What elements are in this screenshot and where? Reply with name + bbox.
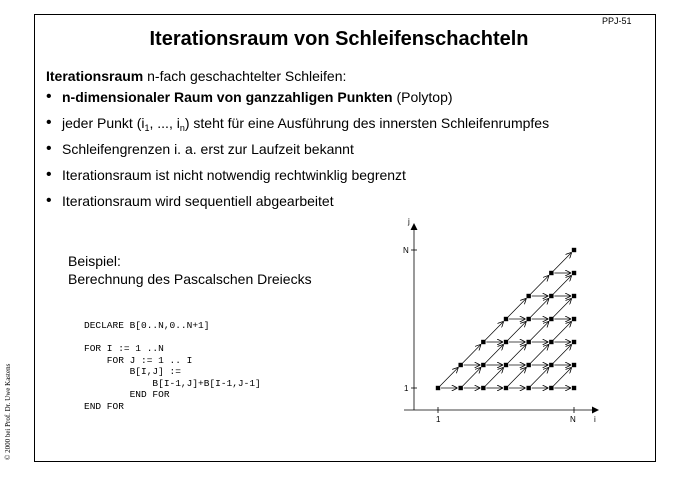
dependence-arrow <box>553 345 571 363</box>
iteration-point <box>526 294 530 298</box>
dependence-arrow <box>508 368 526 386</box>
dependence-arrow <box>531 368 549 386</box>
page-title: Iterationsraum von Schleifenschachteln <box>149 28 529 50</box>
dependence-arrow <box>553 368 571 386</box>
iteration-point <box>572 386 576 390</box>
bullet-text: Iterationsraum wird sequentiell abgearbeitet <box>62 193 334 209</box>
dependence-arrow <box>508 299 526 317</box>
iteration-point <box>526 317 530 321</box>
dependence-arrow <box>508 345 526 363</box>
bullet-text: jeder Punkt (i <box>62 115 145 131</box>
subscript: n <box>179 123 185 133</box>
iteration-point <box>481 363 485 367</box>
y-axis-label: j <box>408 217 410 226</box>
bullet-item <box>46 140 549 166</box>
dependence-arrow <box>553 322 571 340</box>
dependence-arrow <box>531 345 549 363</box>
iteration-point <box>549 271 553 275</box>
x-axis-label: i <box>594 415 596 424</box>
dependence-arrow <box>531 299 549 317</box>
bullet-bold: n-dimensionaler Raum von ganzzahligen Punkten <box>62 89 393 105</box>
iteration-point <box>526 363 530 367</box>
dependence-arrow <box>553 276 571 294</box>
y-tick-label-n: N <box>403 246 409 255</box>
iteration-point <box>572 248 576 252</box>
iteration-point <box>549 317 553 321</box>
iteration-point <box>481 386 485 390</box>
iteration-point <box>526 340 530 344</box>
example-caption <box>68 252 312 288</box>
intro-bold: Iterationsraum <box>46 68 144 84</box>
bullet-rest: (Polytop) <box>392 89 453 105</box>
iteration-point <box>504 386 508 390</box>
bullet-text: , ..., i <box>149 115 180 131</box>
dependence-arrow <box>463 368 481 386</box>
x-tick-label-n: N <box>570 415 576 424</box>
dependence-arrow <box>553 253 571 271</box>
iteration-grid <box>436 248 576 390</box>
bullet-text: Iterationsraum ist nicht notwendig rechtwinklig begrenzt <box>62 167 406 183</box>
dependence-arrow <box>485 368 503 386</box>
dependence-arrow <box>440 368 458 386</box>
bullet-text: ) steht für eine Ausführung des innersten Schleifenrumpfes <box>184 115 550 131</box>
dependence-arrow <box>553 299 571 317</box>
intro-line <box>46 68 346 84</box>
dependence-arrow <box>485 345 503 363</box>
iteration-point <box>572 294 576 298</box>
dependence-arrow <box>485 322 503 340</box>
iteration-point <box>526 386 530 390</box>
example-description: Berechnung des Pascalschen Dreiecks <box>68 271 312 287</box>
iteration-point <box>572 363 576 367</box>
iteration-point <box>572 340 576 344</box>
iteration-point <box>458 386 462 390</box>
bullet-text: Schleifengrenzen i. a. erst zur Laufzeit bekannt <box>62 141 354 157</box>
dependence-arrow <box>531 276 549 294</box>
bullet-item <box>46 88 549 114</box>
dependence-arrow <box>531 322 549 340</box>
iteration-point <box>549 363 553 367</box>
subscript: 1 <box>144 123 150 133</box>
bullet-item <box>46 166 549 192</box>
iteration-point <box>436 386 440 390</box>
iteration-point <box>504 363 508 367</box>
y-tick-label-1: 1 <box>404 384 409 393</box>
bullet-list <box>46 88 549 218</box>
x-tick-label-1: 1 <box>436 415 441 424</box>
iteration-space-diagram <box>386 214 606 434</box>
iteration-point <box>549 340 553 344</box>
iteration-point <box>481 340 485 344</box>
iteration-point <box>549 294 553 298</box>
dependence-arrow <box>508 322 526 340</box>
bullet-item <box>46 114 549 140</box>
code-block: DECLARE B[0..N,0..N+1] FOR I := 1 ..N FOR J := 1 .. I B[I,J] := B[I-1,J]+B[I-1,J-1] END FOR END FOR <box>84 320 261 412</box>
iteration-point <box>504 317 508 321</box>
example-label: Beispiel: <box>68 253 121 269</box>
dependence-arrow <box>463 345 481 363</box>
iteration-point <box>572 317 576 321</box>
slide-id: PPJ-51 <box>602 16 632 26</box>
iteration-point <box>572 271 576 275</box>
iteration-point <box>458 363 462 367</box>
iteration-point <box>549 386 553 390</box>
iteration-point <box>504 340 508 344</box>
intro-rest: n-fach geschachtelter Schleifen: <box>143 68 347 84</box>
copyright-note: © 2000 bei Prof. Dr. Uwe Kastens <box>4 363 12 460</box>
